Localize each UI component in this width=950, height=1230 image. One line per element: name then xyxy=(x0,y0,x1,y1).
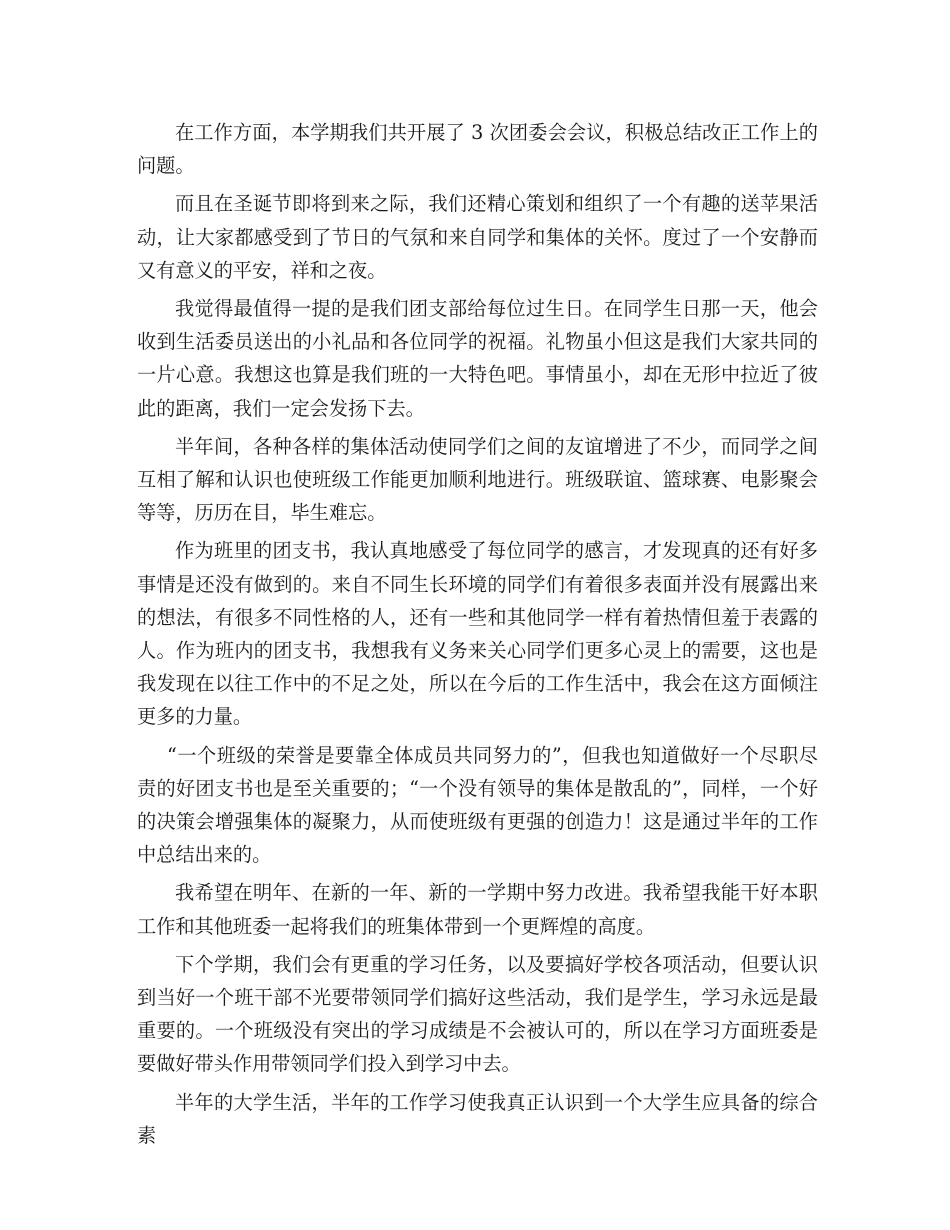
paragraph-christmas: 而且在圣诞节即将到来之际，我们还精心策划和组织了一个有趣的送苹果活动，让大家都感受到了节日的气氛和来自同学和集体的关怀。度过了一个安静而又有意义的平安，祥和之夜。 xyxy=(137,192,818,282)
paragraph-quotes: “一个班级的荣誉是要靠全体成员共同努力的”，但我也知道做好一个尽职尽责的好团支书也是至关重要的；“一个没有领导的集体是散乱的”，同样，一个好的决策会增强集体的凝聚力，从而使班级有更强的创造力！这是通过半年的工作中总结出来的。 xyxy=(137,743,818,867)
paragraph-activities: 半年间，各种各样的集体活动使同学们之间的友谊增进了不少，而同学之间互相了解和认识也使班级工作能更加顺利地进行。班级联谊、篮球赛、电影聚会等等，历历在目，毕生难忘。 xyxy=(137,434,818,525)
paragraph-next-semester: 下个学期，我们会有更重的学习任务，以及要搞好学校各项活动，但要认识到当好一个班干部不光要带领同学们搞好这些活动，我们是学生，学习永远是最重要的。一个班级没有突出的学习成绩是不会被认可的，所以在学习方面班委是要做好带头作用带领同学们投入到学习中去。 xyxy=(137,952,818,1076)
paragraph-hopes: 我希望在明年、在新的一年、新的一学期中努力改进。我希望我能干好本职工作和其他班委一起将我们的班集体带到一个更辉煌的高度。 xyxy=(137,881,818,938)
paragraph-meetings: 在工作方面，本学期我们共开展了 3 次团委会会议，积极总结改正工作上的问题。 xyxy=(137,121,818,178)
paragraph-summary: 半年的大学生活，半年的工作学习使我真正认识到一个大学生应具备的综合素 xyxy=(137,1090,818,1147)
document-body xyxy=(137,116,818,1157)
paragraph-reflection: 作为班里的团支书，我认真地感受了每位同学的感言，才发现真的还有好多事情是还没有做到的。来自不同生长环境的同学们有着很多表面并没有展露出来的想法，有很多不同性格的人，还有一些和其他同学一样有着热情但羞于表露的人。作为班内的团支书，我想我有义务来关心同学们更多心灵上的需要，这也是我发现在以往工作中的不足之处，所以在今后的工作生活中，我会在这方面倾注更多的力量。 xyxy=(137,539,818,729)
paragraph-birthdays: 我觉得最值得一提的是我们团支部给每位过生日。在同学生日那一天，他会收到生活委员送出的小礼品和各位同学的祝福。礼物虽小但这是我们大家共同的一片心意。我想这也算是我们班的一大特色吧。事情虽小，却在无形中拉近了彼此的距离，我们一定会发扬下去。 xyxy=(137,297,818,420)
